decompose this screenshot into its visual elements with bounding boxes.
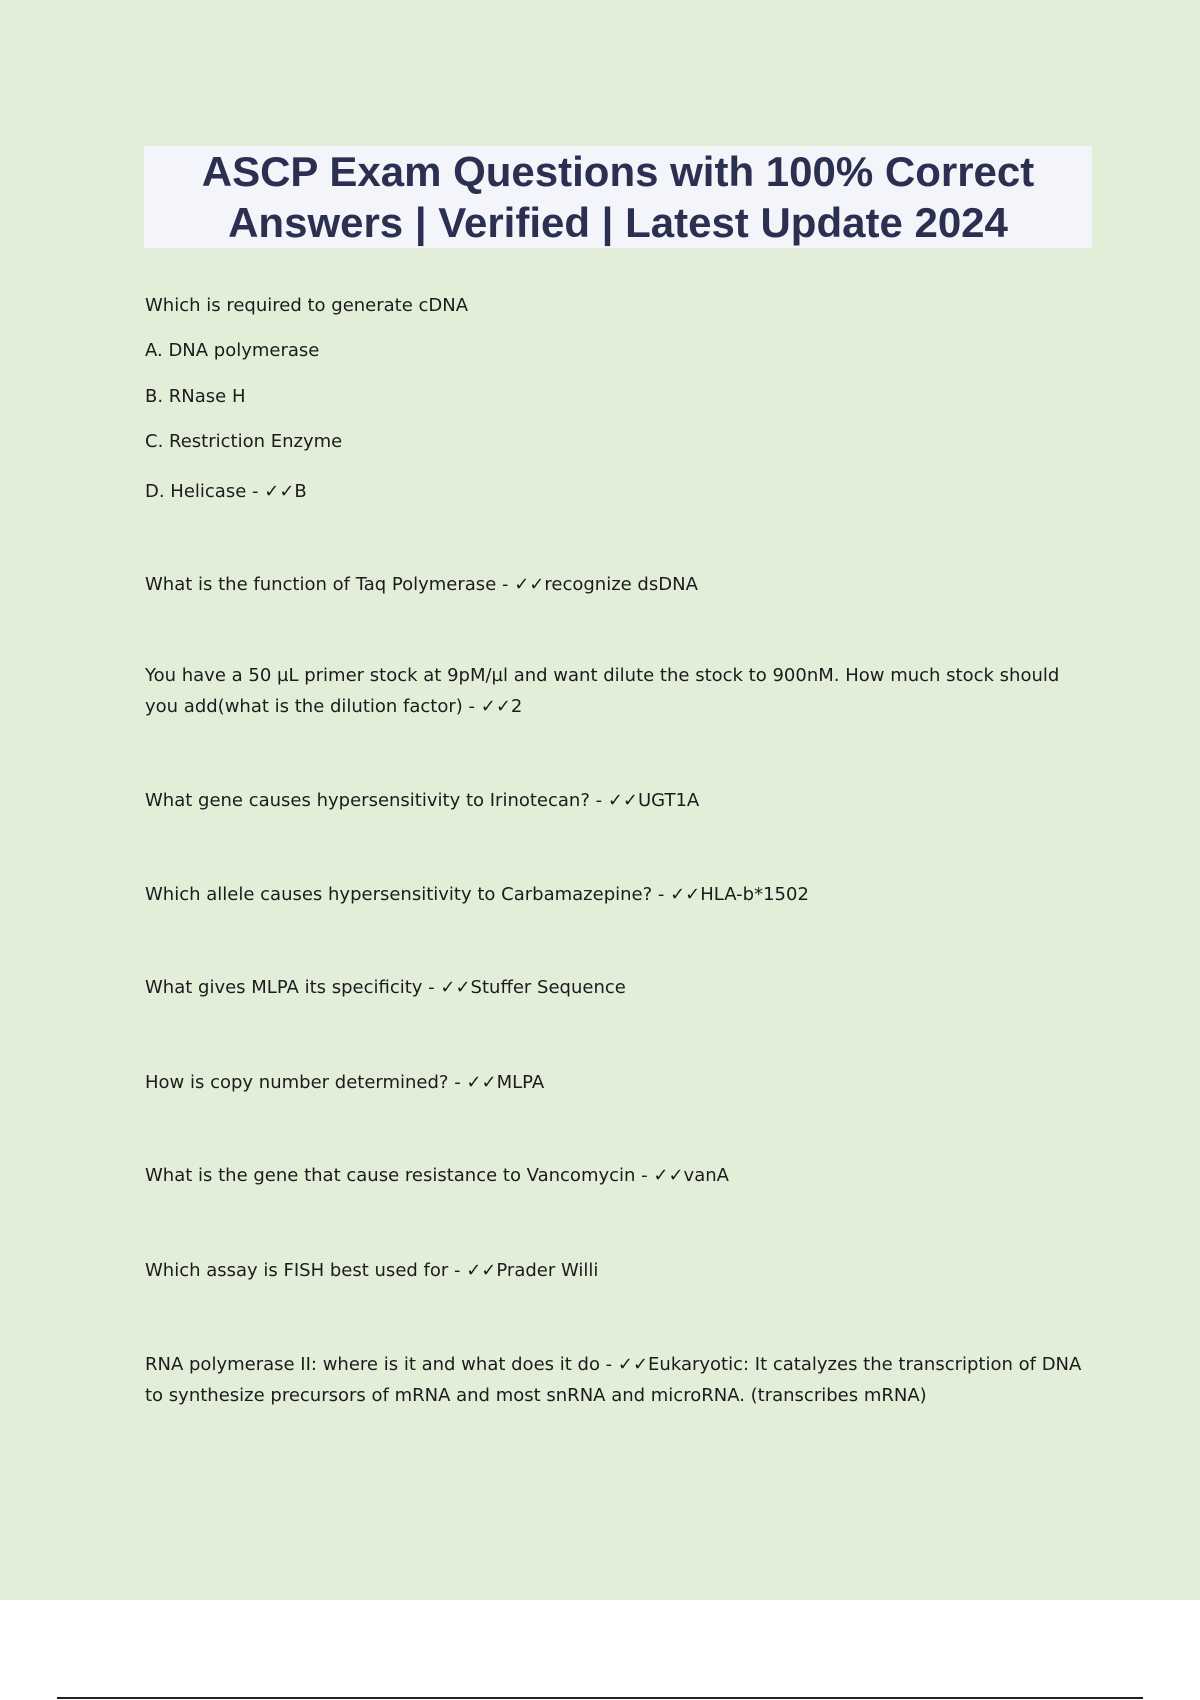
question-answer: What is the function of Taq Polymerase - ✓✓recognize dsDNA [145,574,698,595]
answer-option: A. DNA polymerase [145,340,320,361]
question-answer: What gene causes hypersensitivity to Irinotecan? - ✓✓UGT1A [145,790,700,811]
question-answer: Which allele causes hypersensitivity to Carbamazepine? - ✓✓HLA-b*1502 [145,884,809,905]
question-answer: What is the gene that cause resistance to Vancomycin - ✓✓vanA [145,1165,729,1186]
question-answer: RNA polymerase II: where is it and what does it do - ✓✓Eukaryotic: It catalyzes the transcription of DNA to synthesize precursors of mRNA and most snRNA and microRNA. (transcribes mRNA) [145,1354,1082,1406]
footer-divider [57,1697,1143,1699]
question-answer: You have a 50 µL primer stock at 9pM/µl and want dilute the stock to 900nM. How much stock should you add(what is the dilution factor) - ✓✓2 [145,665,1060,717]
question-answer: What gives MLPA its specificity - ✓✓Stuffer Sequence [145,977,626,998]
answer-option: C. Restriction Enzyme [145,431,343,452]
title-banner [144,146,1092,248]
question-text: Which is required to generate cDNA [145,295,469,316]
question-answer: How is copy number determined? - ✓✓MLPA [145,1072,545,1093]
document-title: ASCP Exam Questions with 100% Correct Answers | Verified | Latest Update 2024 [201,148,1035,246]
answer-option: B. RNase H [145,386,246,407]
answer-option: D. Helicase - ✓✓B [145,481,307,502]
question-answer: Which assay is FISH best used for - ✓✓Prader Willi [145,1260,599,1281]
